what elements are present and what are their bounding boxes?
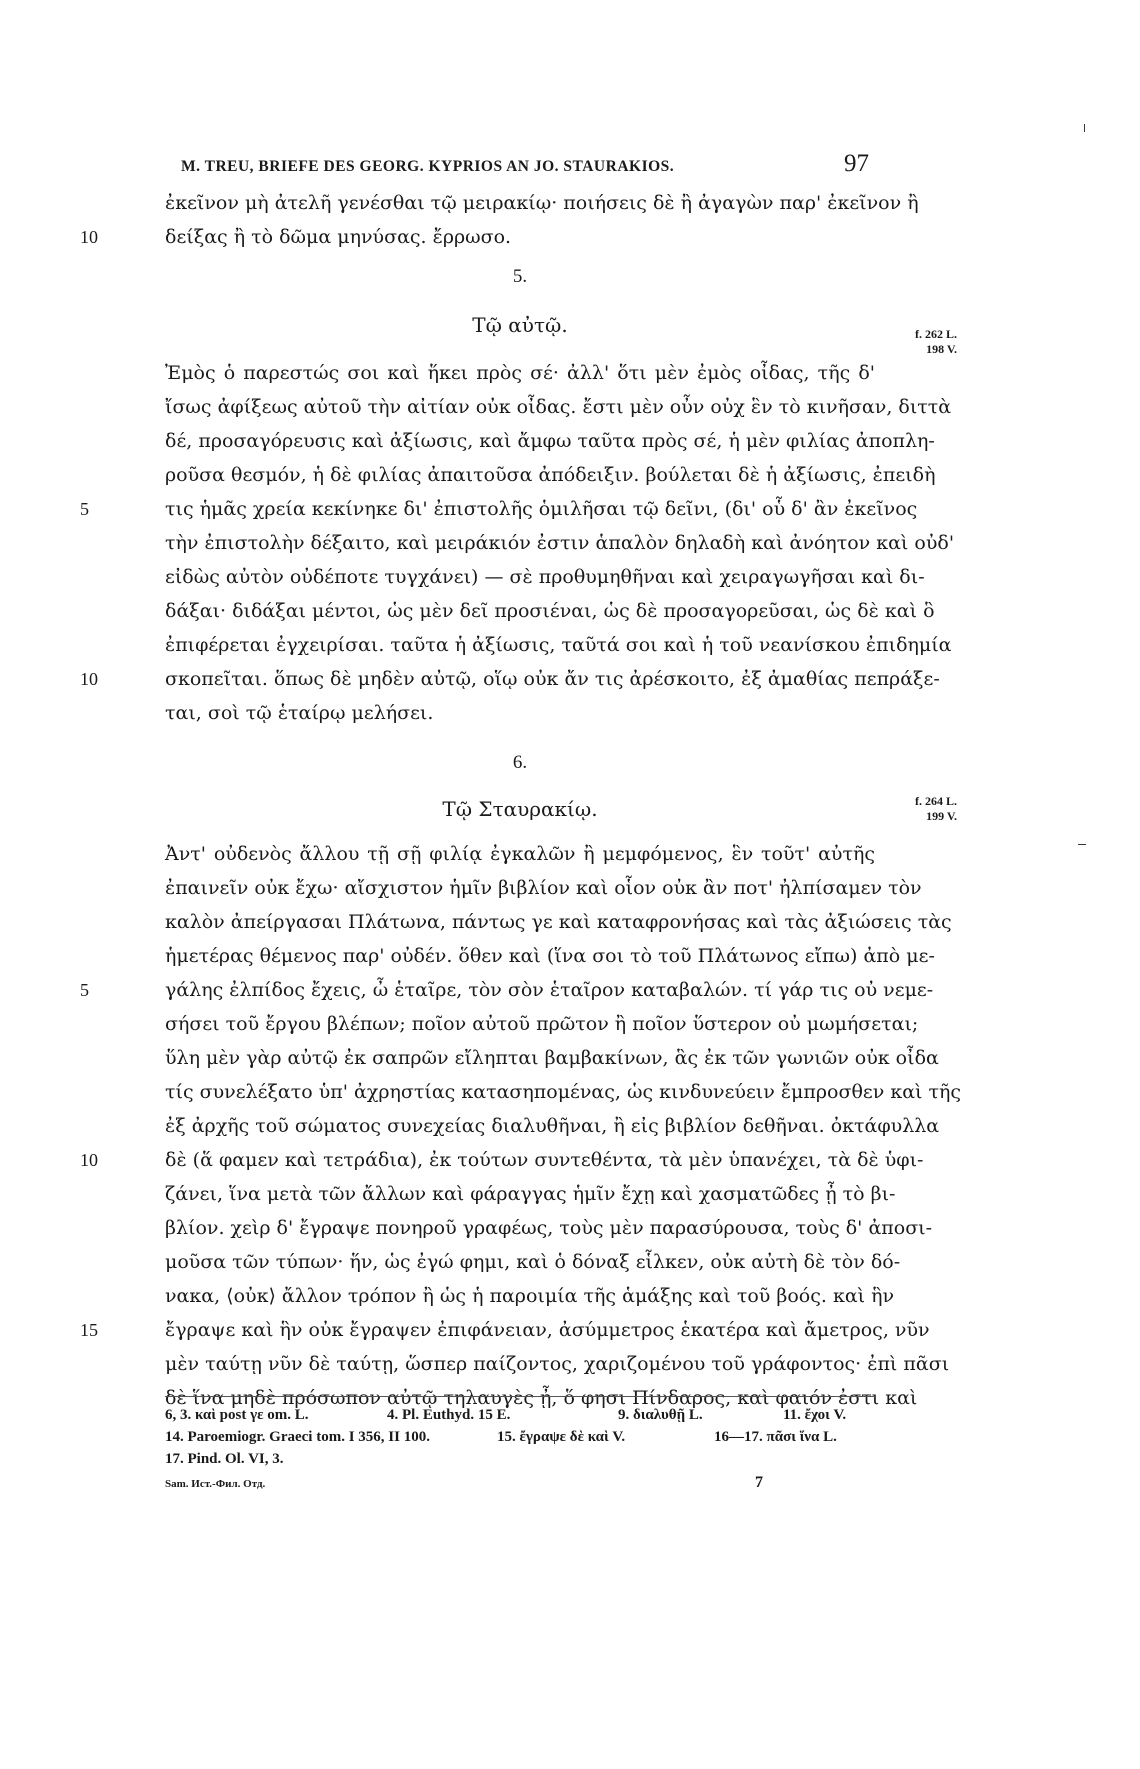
text-line: τὴν ἐπιστολὴν δέξαιτο, καὶ μειράκιόν ἐστιν ἁπαλὸν δηλαδὴ καὶ ἀνόητον καὶ οὐδ' (165, 532, 955, 554)
page-header (165, 150, 869, 184)
text-line: ἴσως ἀφίξεως αὐτοῦ τὴν αἰτίαν οὐκ οἶδας. ἔστι μὲν οὖν οὐχ ἓν τὸ κινῆσαν, διττὰ (165, 396, 952, 418)
continuation-text (80, 186, 919, 254)
text-line: βλίον. χεὶρ δ' ἔγραψε πονηροῦ γραφέως, τοὺς μὲν παρασύρουσα, τοὺς δ' ἀποσι- (165, 1217, 933, 1239)
letter-number: 5. (512, 266, 528, 287)
signature-number: 7 (755, 1474, 763, 1491)
footnote: 15. ἔγραψε δὲ καὶ V. (497, 1429, 626, 1445)
text-line: ἐπιφέρεται ἐγχειρίσαι. ταῦτα ἡ ἀξίωσις, ταῦτά σοι καὶ ἡ τοῦ νεανίσκου ἐπιδημία (165, 634, 952, 656)
letter-body (80, 837, 962, 1415)
text-line: 10 σκοπεῖται. ὅπως δὲ μηδὲν αὐτῷ, οἵῳ οὐκ ἄν τις ἀρέσκοιτο, ἐξ ἀμαθίας πεπράξε- (80, 668, 940, 690)
text-line: 5 τις ἡμᾶς χρεία κεκίνηκε δι' ἐπιστολῆς ὁμιλῆσαι τῷ δεῖνι, (δι' οὗ δ' ἂν ἐκεῖνος (80, 498, 918, 520)
letter-addressee: Τῷ αὐτῷ. (472, 313, 568, 337)
text-line: δέ, προσαγόρευσις καὶ ἀξίωσις, καὶ ἄμφω ταῦτα πρὸς σέ, ἡ μὲν φιλίας ἀποπλη- (165, 430, 935, 452)
footnote: 9. διαλυθῇ L. (618, 1407, 703, 1423)
text-line: δὲ ἵνα μηδὲ πρόσωπον αὐτῷ τηλαυγὲς ᾖ, ὅ φησι Πίνδαρος, καὶ φαιόν ἐστι καὶ (165, 1387, 918, 1409)
signature-mark: Sam. Ист.-Фил. Отд. (165, 1478, 266, 1490)
footnote: 16—17. πᾶσι ἵνα L. (714, 1429, 837, 1445)
text-line: ἐκεῖνον μὴ ἀτελῆ γενέσθαι τῷ μειρακίῳ· ποιήσεις δὲ ἢ ἀγαγὼν παρ' ἐκεῖνον ἢ (165, 192, 919, 214)
text-line: σήσει τοῦ ἔργου βλέπων; ποῖον αὐτοῦ πρῶτον ἢ ποῖον ὕστερον οὐ μωμήσεται; (165, 1013, 919, 1035)
folio-reference: f. 264 L. 199 V. (915, 794, 957, 823)
text-line: 5 γάλης ἐλπίδος ἔχεις, ὦ ἑταῖρε, τὸν σὸν ἑταῖρον καταβαλών. τί γάρ τις οὐ νεμε- (80, 979, 934, 1001)
footnote: 14. Paroemiogr. Graeci tom. I 356, II 100. (165, 1429, 430, 1445)
text-line: ζάνει, ἵνα μετὰ τῶν ἄλλων καὶ φάραγγας ἡμῖν ἔχῃ καὶ χασματῶδες ᾖ τὸ βι- (165, 1183, 896, 1205)
footnote-row (165, 1404, 875, 1426)
footnote-row (165, 1426, 875, 1448)
text-line: ἐπαινεῖν οὐκ ἔχω· αἴσχιστον ἡμῖν βιβλίον καὶ οἷον οὐκ ἂν ποτ' ἠλπίσαμεν τὸν (165, 877, 922, 899)
text-line: ὕλη μὲν γὰρ αὐτῷ ἐκ σαπρῶν εἴληπται βαμβακίνων, ἃς ἐκ τῶν γωνιῶν οὐκ οἶδα (165, 1047, 939, 1069)
page-edge-mark (1084, 124, 1085, 132)
running-title: M. TREU, BRIEFE DES GEORG. KYPRIOS AN JO. STAURAKIOS. (181, 158, 675, 175)
text-line: δάξαι· διδάξαι μέντοι, ὡς μὲν δεῖ προσιέναι, ὡς δὲ προσαγορεῦσαι, ὡς δὲ καὶ ὃ (165, 600, 935, 622)
margin-dash (1078, 844, 1086, 845)
letter-number: 6. (512, 752, 528, 773)
letter-body (80, 356, 955, 730)
text-line: Ἐμὸς ὁ παρεστώς σοι καὶ ἥκει πρὸς σέ· ἀλλ' ὅτι μὲν ἐμὸς οἶδας, τῆς δ' (165, 362, 875, 384)
footnote: 17. Pind. Ol. VI, 3. (165, 1451, 284, 1467)
page-number: 97 (844, 150, 869, 177)
letter-addressee: Τῷ Σταυρακίῳ. (442, 797, 598, 821)
footnote: 6, 3. καὶ post γε om. L. (165, 1407, 309, 1423)
footnote-rule (165, 1396, 875, 1397)
text-line: ἡμετέρας θέμενος παρ' οὐδέν. ὅθεν καὶ (ἵνα σοι τὸ τοῦ Πλάτωνος εἴπω) ἀπὸ με- (165, 945, 935, 967)
footnote: 11. ἔχοι V. (783, 1407, 847, 1423)
text-line: ται, σοὶ τῷ ἑταίρῳ μελήσει. (165, 702, 434, 724)
footnote: 4. Pl. Euthyd. 15 E. (387, 1407, 511, 1423)
text-line: καλὸν ἀπείργασαι Πλάτωνα, πάντως γε καὶ καταφρονήσας καὶ τὰς ἀξιώσεις τὰς (165, 911, 952, 933)
text-line: τίς συνελέξατο ὑπ' ἀχρηστίας κατασηπομένας, ὡς κινδυνεύειν ἔμπροσθεν καὶ τῆς (165, 1081, 962, 1103)
text-line: ἐξ ἀρχῆς τοῦ σώματος συνεχείας διαλυθῆναι, ἢ εἰς βιβλίον δεθῆναι. ὀκτάφυλλα (165, 1115, 940, 1137)
text-line: μοῦσα τῶν τύπων· ἥν, ὡς ἐγώ φημι, καὶ ὁ δόναξ εἷλκεν, οὐκ αὐτὴ δὲ τὸν δό- (165, 1251, 901, 1273)
text-line: ροῦσα θεσμόν, ἡ δὲ φιλίας ἀπαιτοῦσα ἀπόδειξιν. βούλεται δὲ ἡ ἀξίωσις, ἐπειδὴ (165, 464, 936, 486)
text-line: Ἀντ' οὐδενὸς ἄλλου τῇ σῇ φιλίᾳ ἐγκαλῶν ἢ μεμφόμενος, ἓν τοῦτ' αὐτῆς (165, 843, 875, 865)
text-line: 15 ἔγραψε καὶ ἣν οὐκ ἔγραψεν ἐπιφάνειαν, ἀσύμμετρος ἑκατέρα καὶ ἄμετρος, νῦν (80, 1319, 930, 1341)
text-line: νακα, ⟨οὐκ⟩ ἄλλον τρόπον ἢ ὡς ἡ παροιμία τῆς ἁμάξης καὶ τοῦ βοός. καὶ ἣν (165, 1285, 895, 1307)
text-line: μὲν ταύτῃ νῦν δὲ ταύτῃ, ὥσπερ παίζοντος, χαριζομένου τοῦ γράφοντος· ἐπὶ πᾶσι (165, 1353, 950, 1375)
footnote-row (165, 1448, 875, 1470)
text-line: 10 δὲ (ἅ φαμεν καὶ τετράδια), ἐκ τούτων συντεθέντα, τὰ μὲν ὑπανέχει, τὰ δὲ ὑφι- (80, 1149, 924, 1171)
folio-reference: f. 262 L. 198 V. (915, 327, 957, 356)
text-line: 10 δείξας ἢ τὸ δῶμα μηνύσας. ἔρρωσο. (80, 226, 512, 248)
text-line: εἰδὼς αὐτὸν οὐδέποτε τυγχάνει) — σὲ προθυμηθῆναι καὶ χειραγωγῆσαι καὶ δι- (165, 566, 925, 588)
